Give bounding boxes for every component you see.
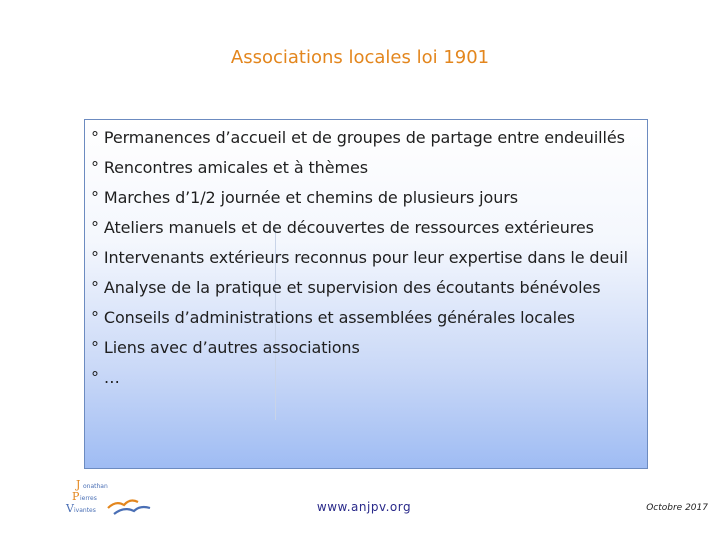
list-item: ° Permanences d’accueil et de groupes de partage entre endeuillés <box>91 128 625 147</box>
activity-list <box>91 123 628 393</box>
logo-word: ierres <box>80 495 97 502</box>
list-item: ° … <box>91 368 120 387</box>
logo-letter-j: J <box>76 478 81 491</box>
list-item: ° Rencontres amicales et à thèmes <box>91 158 368 177</box>
list-item: ° Analyse de la pratique et supervision des écoutants bénévoles <box>91 278 601 297</box>
list-item: ° Intervenants extérieurs reconnus pour leur expertise dans le deuil <box>91 248 628 267</box>
logo-word: ivantes <box>74 507 96 514</box>
website-link[interactable]: www.anjpv.org <box>316 500 412 514</box>
logo-letter-p: P <box>72 490 80 503</box>
page-title: Associations locales loi 1901 <box>230 47 490 68</box>
list-item: ° Marches d’1/2 journée et chemins de plusieurs jours <box>91 188 518 207</box>
logo-word: onathan <box>83 483 108 490</box>
list-item: ° Conseils d’administrations et assemblées générales locales <box>91 308 575 327</box>
list-item: ° Liens avec d’autres associations <box>91 338 360 357</box>
list-item: ° Ateliers manuels et de découvertes de ressources extérieures <box>91 218 594 237</box>
logo-letter-v: V <box>66 502 74 515</box>
date-label: Octobre 2017 <box>646 503 708 513</box>
